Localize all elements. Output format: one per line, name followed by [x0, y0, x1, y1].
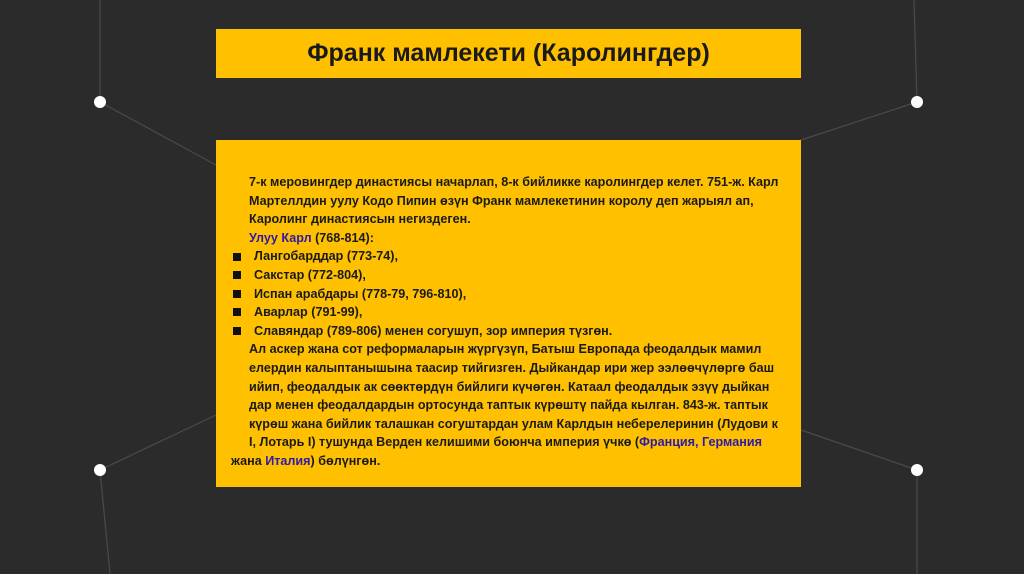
slide-title: Франк мамлекети (Каролингдер)	[307, 39, 710, 67]
ruler-name-link[interactable]: Улуу Карл	[249, 230, 312, 245]
body-conjunction: жана	[231, 453, 266, 468]
node-icon-bottom-left	[94, 464, 106, 476]
list-item-text: Славяндар (789-806) менен согушуп, зор империя түзгөн.	[254, 323, 613, 338]
square-bullet-icon	[233, 271, 241, 279]
list-item-text: Аварлар (791-99),	[254, 305, 363, 320]
list-item	[231, 247, 785, 266]
intro-paragraph: 7-к меровингдер династиясы начарлап, 8-к бийликке каролингдер келет. 751-ж. Карл Мартеллдин уулу Кодо Пипин өзүн Франк мамлекетинин королу деп жарыял ап, Каролинг династиясын негиздеген.	[249, 175, 779, 227]
title-banner	[216, 29, 801, 78]
list-item-text: Лангобарддар (773-74),	[254, 249, 398, 264]
content-panel	[216, 140, 801, 487]
node-icon-top-right	[911, 96, 923, 108]
node-icon-bottom-right	[911, 464, 923, 476]
france-link[interactable]: Франция,	[639, 435, 699, 450]
square-bullet-icon	[233, 290, 241, 298]
ruler-years: (768-814):	[311, 230, 374, 245]
campaign-list	[231, 247, 785, 340]
ruler-line	[231, 229, 785, 248]
list-item	[231, 322, 785, 341]
node-icon-top-left	[94, 96, 106, 108]
list-item	[231, 285, 785, 304]
germany-link[interactable]: Германия	[702, 435, 762, 450]
square-bullet-icon	[233, 327, 241, 335]
list-item-text: Испан арабдары (778-79, 796-810),	[254, 286, 467, 301]
body-end: ) бөлүнгөн.	[310, 453, 381, 468]
list-item-text: Сакстар (772-804),	[254, 267, 366, 282]
body-text: Ал аскер жана сот реформаларын жүргүзүп, Батыш Европада феодалдык мамил елердин калыптанышына таасир тийгизген. Дыйкандар ири жер ээлөөчүлөргө баш ийип, феодалдык ак сөөктөрдүн бийлиги күчөгөн. Катаал феодалдык эзүү дыйкан дар менен феодалдардын ортосунда таптык күрөштү пайда кылган. 843-ж. таптык күрөш жана бийлик талашкан согуштардан улам Карлдын неберелеринин (Лудови к I, Лотарь I) тушунда Верден келишими боюнча империя үчкө (	[249, 342, 778, 450]
square-bullet-icon	[233, 253, 241, 261]
list-item	[231, 266, 785, 285]
body-paragraph	[231, 340, 785, 470]
square-bullet-icon	[233, 308, 241, 316]
italy-link[interactable]: Италия	[265, 453, 311, 468]
list-item	[231, 303, 785, 322]
